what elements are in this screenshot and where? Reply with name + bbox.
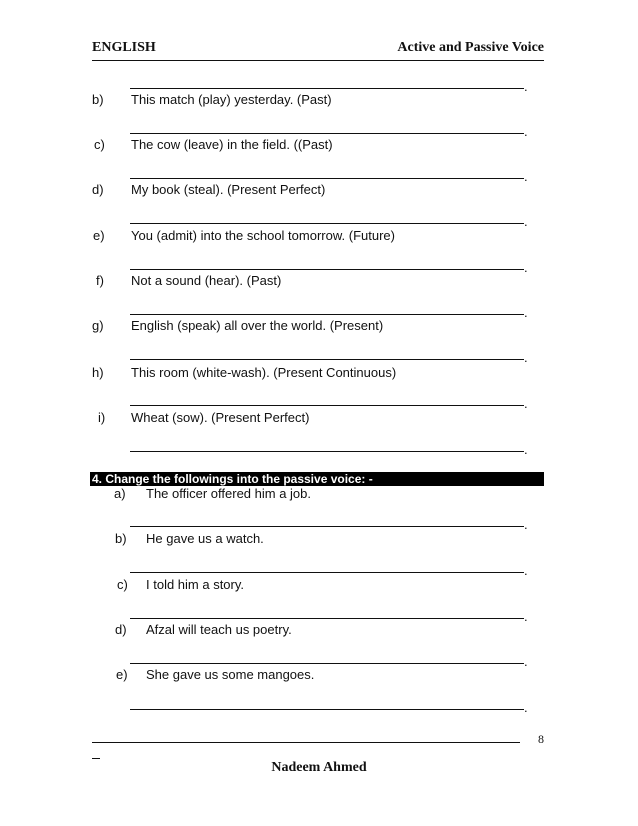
answer-line-end: . [524, 79, 528, 94]
item-label: b) [115, 531, 127, 546]
author-name: Nadeem Ahmed [271, 760, 367, 775]
answer-line [130, 269, 524, 270]
header-topic: Active and Passive Voice [397, 40, 544, 55]
answer-line [130, 223, 524, 224]
answer-line-end: . [524, 214, 528, 229]
answer-line-end: . [524, 700, 528, 715]
answer-line [130, 88, 524, 89]
item-text: Wheat (sow). (Present Perfect) [131, 410, 310, 425]
answer-line-end: . [524, 396, 528, 411]
item-label: f) [96, 273, 104, 288]
answer-line [130, 359, 524, 360]
item-text: She gave us some mangoes. [146, 667, 315, 682]
answer-line [130, 709, 524, 710]
item-text: Afzal will teach us poetry. [146, 622, 292, 637]
footer-dash [92, 758, 100, 759]
answer-line-end: . [524, 517, 528, 532]
item-label: d) [115, 622, 127, 637]
page-header [92, 40, 544, 61]
item-label: c) [117, 577, 128, 592]
answer-line-end: . [524, 442, 528, 457]
answer-line [130, 314, 524, 315]
answer-line-end: . [524, 609, 528, 624]
answer-line-end: . [524, 563, 528, 578]
answer-line [130, 572, 524, 573]
answer-line-end: . [524, 260, 528, 275]
item-text: Not a sound (hear). (Past) [131, 273, 282, 288]
section-heading: 4. Change the followings into the passive voice: - [90, 472, 544, 486]
item-label: g) [92, 318, 104, 333]
answer-line [130, 405, 524, 406]
page-number: 8 [538, 732, 544, 746]
item-text: English (speak) all over the world. (Present) [131, 318, 384, 333]
item-text: He gave us a watch. [146, 531, 264, 546]
answer-line-end: . [524, 654, 528, 669]
answer-line [130, 133, 524, 134]
answer-line-end: . [524, 305, 528, 320]
answer-line [130, 526, 524, 527]
footer-rule [92, 742, 520, 743]
answer-line [130, 178, 524, 179]
item-label: h) [92, 365, 104, 380]
answer-line [130, 451, 524, 452]
item-label: c) [94, 137, 105, 152]
item-text: This match (play) yesterday. (Past) [131, 92, 332, 107]
item-label: d) [92, 182, 104, 197]
item-label: e) [93, 228, 105, 243]
item-text: You (admit) into the school tomorrow. (Future) [131, 228, 395, 243]
item-text: My book (steal). (Present Perfect) [131, 182, 326, 197]
answer-line-end: . [524, 124, 528, 139]
item-label: i) [98, 410, 106, 425]
item-text: I told him a story. [146, 577, 245, 592]
answer-line-end: . [524, 350, 528, 365]
item-text: This room (white-wash). (Present Continuous) [131, 365, 397, 380]
item-label: a) [114, 486, 126, 501]
item-text: The cow (leave) in the field. ((Past) [131, 137, 333, 152]
item-label: e) [116, 667, 128, 682]
item-label: b) [92, 92, 104, 107]
answer-line [130, 663, 524, 664]
item-text: The officer offered him a job. [146, 486, 312, 501]
header-subject: ENGLISH [92, 40, 156, 55]
answer-line [130, 618, 524, 619]
answer-line-end: . [524, 169, 528, 184]
